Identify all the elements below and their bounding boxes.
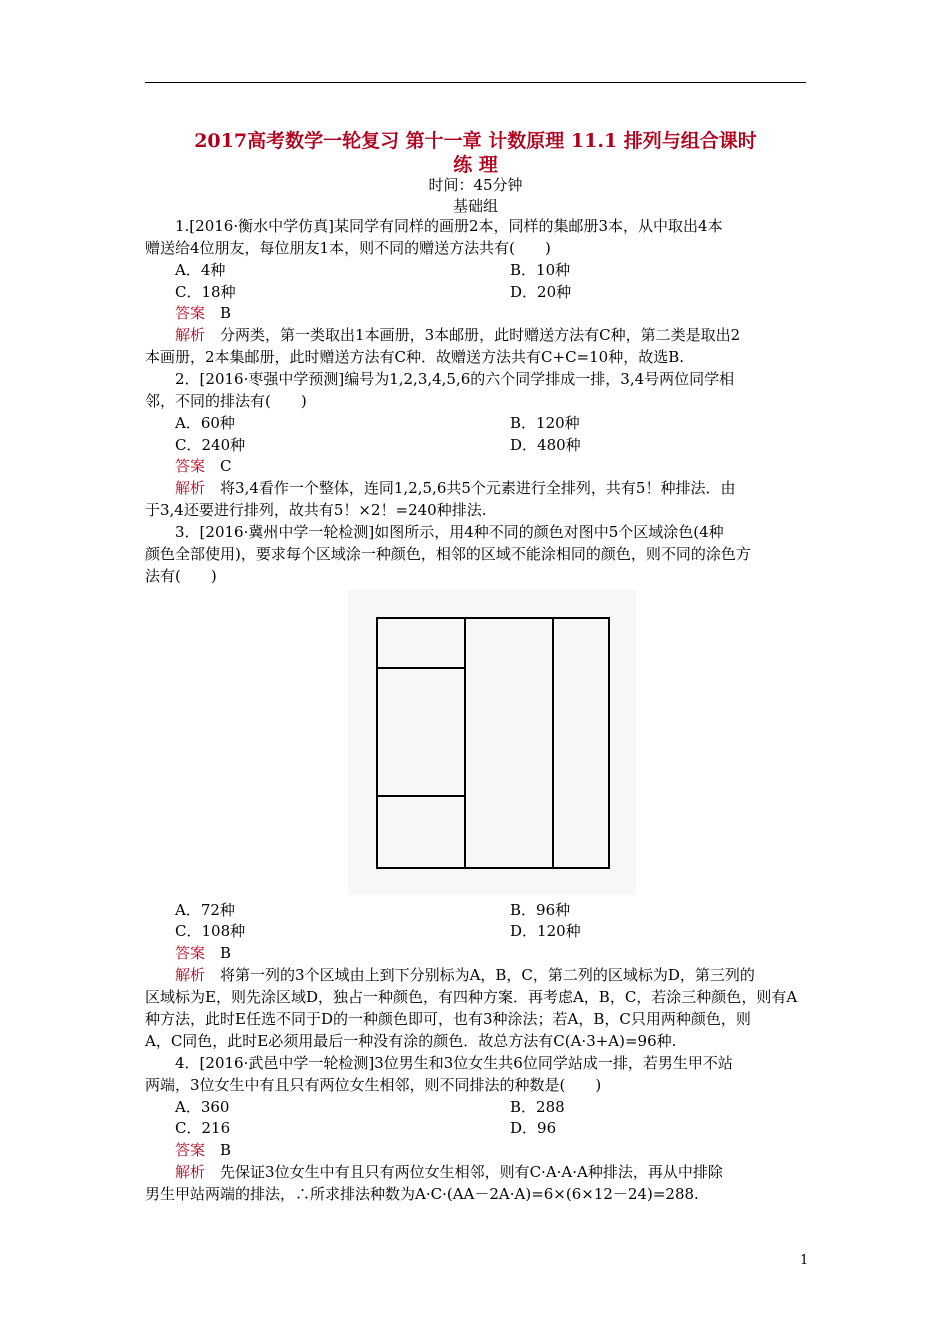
q3-option-b: B．96种 <box>510 901 571 919</box>
q2-option-c: C．240种 <box>175 436 246 454</box>
q1-option-c: C．18种 <box>175 283 236 301</box>
region-diagram <box>348 590 636 895</box>
q3-solution-2: 区域标为E，则先涂区域D，独占一种颜色，有四种方案．再考虑A，B，C，若涂三种颜色，则有A <box>145 988 798 1006</box>
q4-answer <box>175 1140 231 1160</box>
q4-option-a: A．360 <box>175 1098 230 1116</box>
page-number: 1 <box>800 1253 809 1268</box>
q2-option-d: D．480种 <box>510 436 581 454</box>
q1-solution-1 <box>175 325 740 345</box>
q1-stem-2: 赠送给4位朋友，每位朋友1本，则不同的赠送方法共有( ) <box>145 239 551 257</box>
q3-option-a: A．72种 <box>175 901 235 919</box>
header-rule <box>145 82 806 83</box>
q3-option-c: C．108种 <box>175 922 246 940</box>
q1-answer-value: B <box>220 304 232 322</box>
q3-solution-1 <box>175 965 755 985</box>
q3-stem-3: 法有( ) <box>145 567 217 585</box>
doc-title-line-2: 练 理 <box>453 154 498 176</box>
q1-option-d: D．20种 <box>510 283 572 301</box>
q3-answer-value: B <box>220 944 232 962</box>
q3-solution-4: A，C同色，此时E必须用最后一种没有涂的颜色．故总方法有C(A·3+A)=96种. <box>145 1032 677 1050</box>
q4-option-d: D．96 <box>510 1119 557 1137</box>
analysis-label: 解析 <box>175 479 206 497</box>
q1-stem-1: 1.[2016·衡水中学仿真]某同学有同样的画册2本，同样的集邮册3本，从中取出4本 <box>175 217 723 235</box>
q2-answer <box>175 456 232 476</box>
q2-option-a: A．60种 <box>175 414 235 432</box>
q1-solution-text-1: 分两类，第一类取出1本画册，3本邮册，此时赠送方法有C种，第二类是取出2 <box>220 326 741 344</box>
answer-label: 答案 <box>175 457 206 475</box>
region-a <box>376 617 466 669</box>
answer-label: 答案 <box>175 1141 206 1159</box>
q2-stem-1: 2．[2016·枣强中学预测]编号为1,2,3,4,5,6的六个同学排成一排，3,4号两位同学相 <box>175 370 735 388</box>
q3-stem-1: 3．[2016·冀州中学一轮检测]如图所示，用4种不同的颜色对图中5个区域涂色(4种 <box>175 523 724 541</box>
q2-option-b: B．120种 <box>510 414 580 432</box>
analysis-label: 解析 <box>175 1163 206 1181</box>
q4-stem-2: 两端，3位女生中有且只有两位女生相邻，则不同排法的种数是( ) <box>145 1076 602 1094</box>
q2-solution-text-1: 将3,4看作一个整体，连同1,2,5,6共5个元素进行全排列，共有5！种排法．由 <box>220 479 736 497</box>
q2-solution-2: 于3,4还要进行排列，故共有5！×2！=240种排法. <box>145 501 487 519</box>
q4-option-c: C．216 <box>175 1119 231 1137</box>
q2-stem-2: 邻，不同的排法有( ) <box>145 392 307 410</box>
q1-option-a: A．4种 <box>175 261 226 279</box>
q2-answer-value: C <box>220 457 232 475</box>
q4-option-b: B．288 <box>510 1098 565 1116</box>
q3-solution-text-1: 将第一列的3个区域由上到下分别标为A，B，C，第二列的区域标为D，第三列的 <box>220 966 755 984</box>
q3-stem-2: 颜色全部使用)，要求每个区域涂一种颜色，相邻的区域不能涂相同的颜色，则不同的涂色方 <box>145 545 751 563</box>
q2-solution-1 <box>175 478 735 498</box>
answer-label: 答案 <box>175 944 206 962</box>
q4-stem-1: 4．[2016·武邑中学一轮检测]3位男生和3位女生共6位同学站成一排，若男生甲不站 <box>175 1054 733 1072</box>
q1-solution-2: 本画册，2本集邮册，此时赠送方法有C种．故赠送方法共有C+C=10种，故选B. <box>145 348 684 366</box>
q4-answer-value: B <box>220 1141 232 1159</box>
region-b <box>376 667 466 797</box>
q3-answer <box>175 943 231 963</box>
time-limit: 时间：45分钟 <box>428 176 523 194</box>
region-c <box>376 795 466 869</box>
analysis-label: 解析 <box>175 966 206 984</box>
q4-solution-text-1: 先保证3位女生中有且只有两位女生相邻，则有C·A·A·A种排法，再从中排除 <box>220 1163 723 1181</box>
q1-option-b: B．10种 <box>510 261 571 279</box>
answer-label: 答案 <box>175 304 206 322</box>
group-heading: 基础组 <box>452 197 498 215</box>
q4-solution-2: 男生甲站两端的排法，∴所求排法种数为A·C·(AA－2A·A)=6×(6×12－24)=288. <box>145 1185 699 1203</box>
region-e <box>552 617 610 869</box>
doc-title-line-1: 2017高考数学一轮复习 第十一章 计数原理 11.1 排列与组合课时 <box>194 130 757 152</box>
region-d <box>464 617 554 869</box>
q3-solution-3: 种方法，此时E任选不同于D的一种颜色即可，也有3种涂法；若A，B，C只用两种颜色，则 <box>145 1010 751 1028</box>
q1-answer <box>175 303 231 323</box>
q3-option-d: D．120种 <box>510 922 581 940</box>
q4-solution-1 <box>175 1162 723 1182</box>
analysis-label: 解析 <box>175 326 206 344</box>
